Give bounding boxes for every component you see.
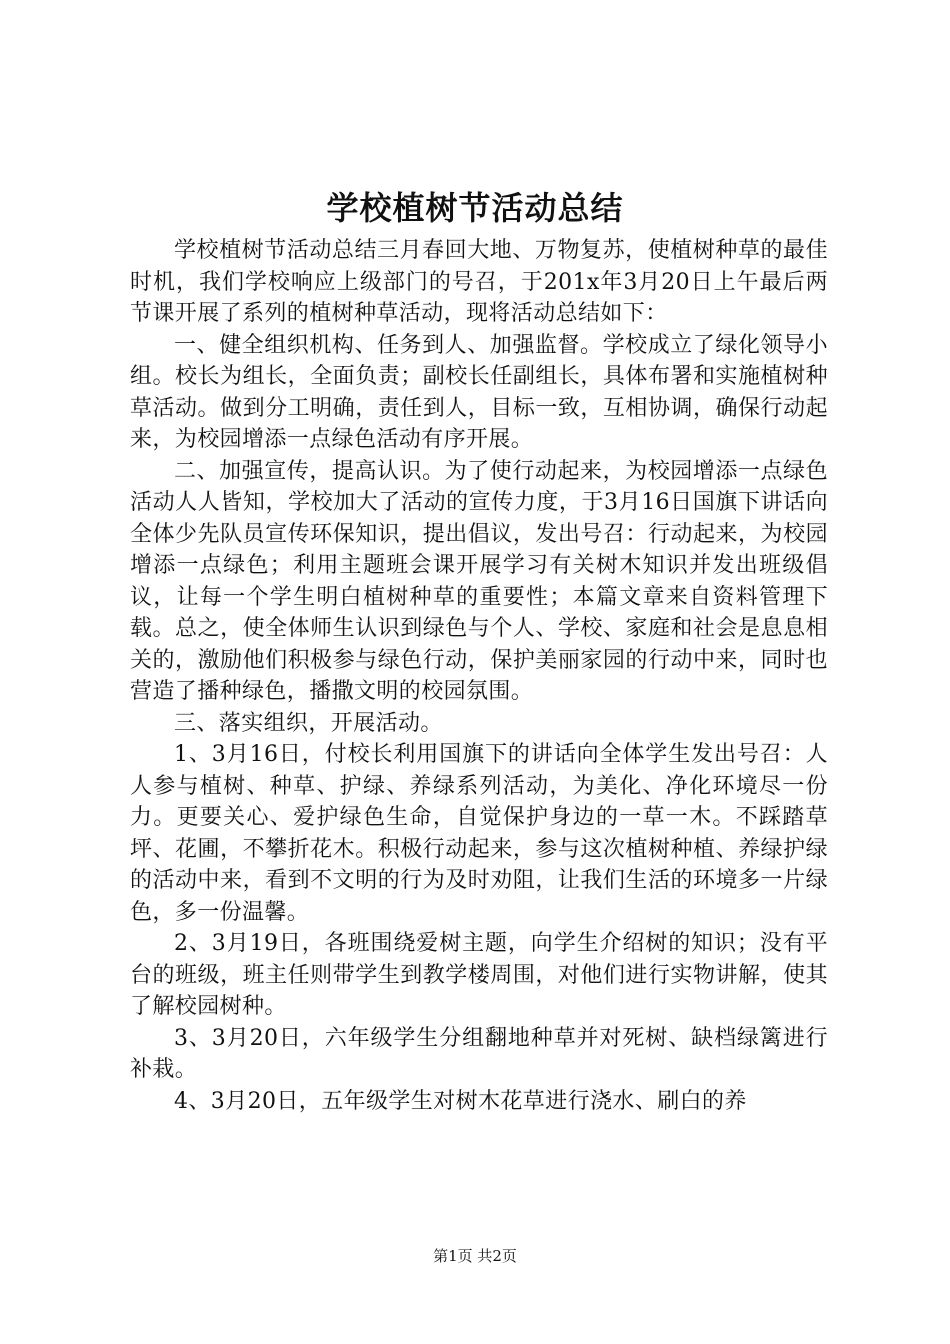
paragraph-item-2: 2、3月19日，各班围绕爱树主题，向学生介绍树的知识；没有平台的班级，班主任则带学生到教学楼周围，对他们进行实物讲解，使其了解校园树种。: [130, 931, 828, 1019]
document-body: [130, 235, 828, 1117]
paragraph-section-3-heading: 三、落实组织，开展活动。: [174, 710, 443, 736]
paragraph-item-1: 1、3月16日，付校长利用国旗下的讲话向全体学生发出号召：人人参与植树、种草、护绿、养绿系列活动，为美化、净化环境尽一份力。更要关心、爱护绿色生命，自觉保护身边的一草一木。不踩踏草坪、花圃，不攀折花木。积极行动起来，参与这次植树种植、养绿护绿的活动中来，看到不文明的行为及时劝阻，让我们生活的环境多一片绿色，多一份温馨。: [130, 742, 828, 925]
paragraph-section-1: 一、健全组织机构、任务到人、加强监督。学校成立了绿化领导小组。校长为组长，全面负责；副校长任副组长，具体布署和实施植树种草活动。做到分工明确，责任到人，目标一致，互相协调，确保行动起来，为校园增添一点绿色活动有序开展。: [130, 332, 828, 452]
paragraph-item-3: 3、3月20日，六年级学生分组翻地种草并对死树、缺档绿篱进行补栽。: [130, 1025, 828, 1082]
paragraph-section-2: 二、加强宣传，提高认识。为了使行动起来，为校园增添一点绿色活动人人皆知，学校加大了活动的宣传力度，于3月16日国旗下讲话向全体少先队员宣传环保知识，提出倡议，发出号召：行动起来，为校园增添一点绿色；利用主题班会课开展学习有关树木知识并发出班级倡议，让每一个学生明白植树种草的重要性；本篇文章来自资料管理下载。总之，使全体师生认识到绿色与个人、学校、家庭和社会是息息相关的，激励他们积极参与绿色行动，保护美丽家园的行动中来，同时也营造了播种绿色，播撒文明的校园氛围。: [130, 458, 828, 704]
page-number-footer: 第1页 共2页: [433, 1247, 517, 1265]
paragraph-item-4: 4、3月20日，五年级学生对树木花草进行浇水、刷白的养: [174, 1088, 747, 1114]
paragraph-intro: 学校植树节活动总结三月春回大地、万物复苏，使植树种草的最佳时机，我们学校响应上级部门的号召，于201x年3月20日上午最后两节课开展了系列的植树种草活动，现将活动总结如下：: [130, 238, 828, 326]
document-title: 学校植树节活动总结: [326, 189, 624, 227]
